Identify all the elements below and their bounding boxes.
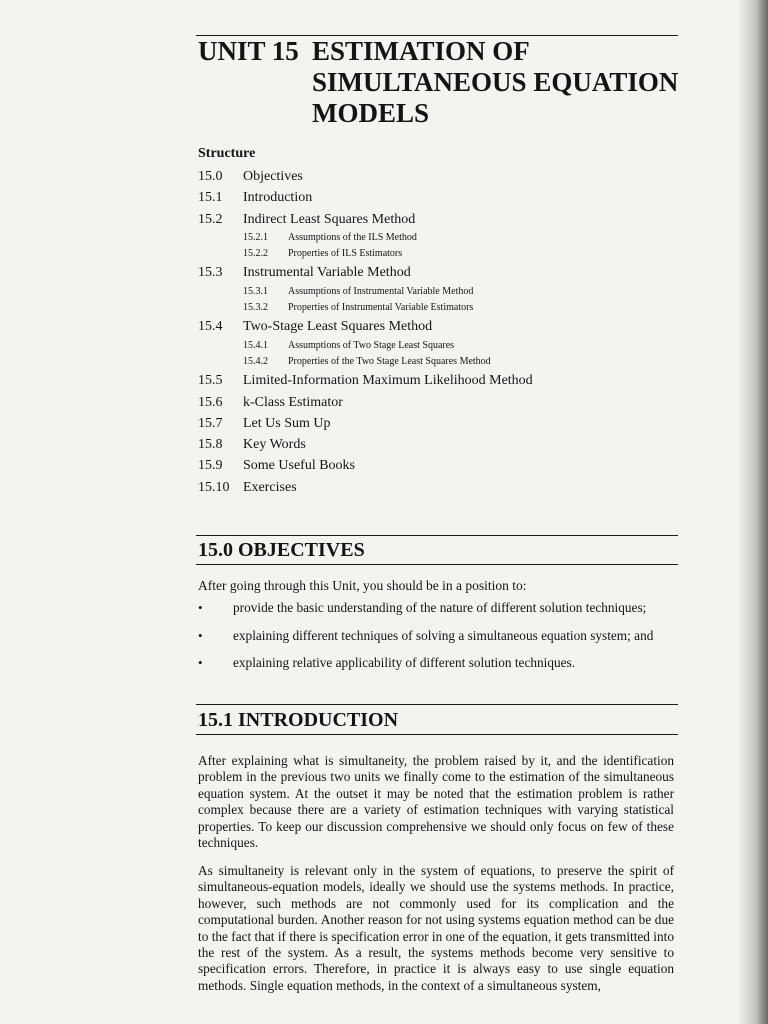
bullet-icon: • [198, 655, 203, 670]
toc-item [198, 262, 668, 283]
toc-number: 15.6 [198, 394, 223, 410]
toc-label: Properties of Instrumental Variable Estimators [288, 302, 474, 314]
toc-label: Two-Stage Least Squares Method [243, 319, 433, 335]
toc-number: 15.5 [198, 373, 223, 389]
toc-item [198, 187, 668, 208]
toc-item [198, 434, 668, 455]
list-item [198, 655, 678, 683]
toc-item [198, 413, 668, 434]
toc-number: 15.9 [198, 458, 223, 474]
objective-text: explaining relative applicability of different solution techniques. [233, 655, 576, 670]
objectives-heading: 15.0 OBJECTIVES [198, 539, 365, 561]
toc-label: Properties of the Two Stage Least Squares Method [288, 355, 491, 367]
toc-label: k-Class Estimator [243, 394, 343, 410]
introduction-rule-bottom [196, 734, 678, 735]
toc-number: 15.7 [198, 415, 223, 431]
objectives-rule-bottom [196, 564, 678, 565]
bullet-icon: • [198, 600, 203, 615]
toc-label: Some Useful Books [243, 458, 355, 474]
toc-item [198, 209, 668, 230]
unit-number: UNIT 15 [198, 36, 299, 66]
toc-number: 15.3.1 [243, 285, 268, 297]
toc-number: 15.1 [198, 190, 223, 206]
unit-title-text: ESTIMATION OF SIMULTANEOUS EQUATION MODELS [312, 36, 679, 128]
introduction-paragraph-2: As simultaneity is relevant only in the system of equations, to preserve the spirit of simultaneous-equation models, ideally we should use the systems methods. In practice, however, such methods are not commonly used for its complication and the computational burden. Another reason for not using systems equation method can be due to the fact that if there is specification error in one of the equation, it gets transmitted into the rest of the system. As a result, the systems methods become very sensitive to specification errors. Therefore, in practice it is always easy to use single equation methods. Single equation methods, in the context of a simultaneous system, [198, 863, 674, 993]
toc-subitem [198, 284, 668, 300]
introduction-heading: 15.1 INTRODUCTION [198, 709, 399, 731]
toc-subitem [198, 300, 668, 316]
toc-number: 15.2 [198, 211, 223, 227]
structure-list [198, 166, 668, 498]
toc-label: Objectives [243, 169, 303, 184]
introduction-paragraph-1: After explaining what is simultaneity, the problem raised by it, and the identification problem in the previous two units we finally come to the estimation of the simultaneous equation system. At the outset it may be noted that the estimation problem is rather complex because there are a variety of estimation techniques with varying statistical properties. To keep our discussion comprehensive we should only focus on few of these techniques. [198, 753, 674, 851]
toc-label: Assumptions of the ILS Method [288, 231, 417, 243]
toc-label: Let Us Sum Up [243, 415, 331, 431]
toc-label: Instrumental Variable Method [243, 265, 411, 281]
toc-item [198, 316, 668, 337]
structure-contents [198, 144, 668, 498]
introduction-rule-top [196, 704, 678, 705]
toc-item [198, 455, 668, 476]
structure-heading: Structure [198, 146, 256, 161]
toc-number: 15.4.2 [243, 355, 268, 367]
toc-label: Indirect Least Squares Method [243, 211, 416, 227]
toc-subitem [198, 246, 668, 262]
objective-text: provide the basic understanding of the nature of different solution techniques; [233, 600, 647, 615]
toc-item [198, 392, 668, 413]
toc-number: 15.8 [198, 437, 223, 453]
toc-number: 15.4.1 [243, 339, 268, 351]
page-edge-shadow [738, 0, 768, 1024]
toc-number: 15.4 [198, 319, 223, 335]
toc-subitem [198, 354, 668, 370]
toc-number: 15.3.2 [243, 302, 268, 314]
toc-label: Introduction [243, 190, 313, 206]
toc-label: Exercises [243, 479, 297, 495]
toc-number: 15.0 [198, 169, 223, 184]
toc-number: 15.3 [198, 265, 223, 281]
toc-label: Assumptions of Instrumental Variable Method [288, 285, 474, 297]
toc-label: Properties of ILS Estimators [288, 248, 403, 260]
toc-subitem [198, 338, 668, 354]
toc-number: 15.2.2 [243, 248, 268, 260]
toc-item [198, 166, 668, 187]
objectives-list [198, 600, 678, 683]
toc-number: 15.2.1 [243, 231, 268, 243]
objectives-intro: After going through this Unit, you should be in a position to: [198, 578, 527, 593]
toc-label: Key Words [243, 437, 306, 453]
list-item [198, 628, 678, 656]
objectives-rule-top [196, 535, 678, 536]
toc-number: 15.10 [198, 479, 230, 495]
toc-item [198, 477, 668, 498]
toc-label: Assumptions of Two Stage Least Squares [288, 339, 455, 351]
bullet-icon: • [198, 627, 203, 643]
toc-label: Limited-Information Maximum Likelihood Method [243, 373, 533, 389]
objective-text: explaining different techniques of solving a simultaneous equation system; and [233, 627, 654, 643]
toc-item [198, 370, 668, 391]
toc-subitem [198, 230, 668, 246]
list-item [198, 600, 678, 628]
